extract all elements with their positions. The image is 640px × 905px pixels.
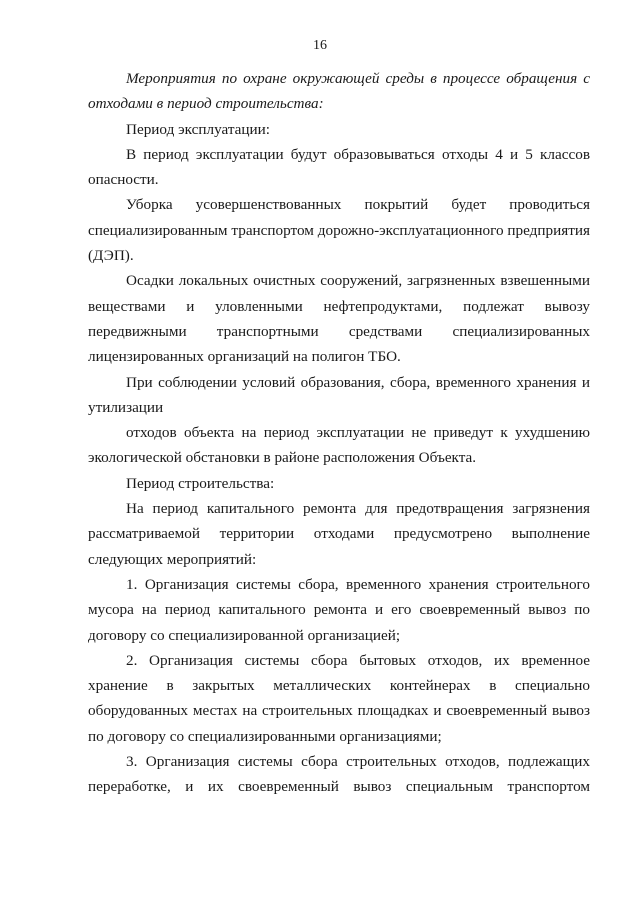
page-number: 16 bbox=[313, 38, 327, 53]
list-item-3: 3. Организация системы сбора строительных отходов, подлежащих переработке, и их своевременный вывоз специальным транспортом bbox=[88, 753, 590, 796]
paragraph-conditions: При соблюдении условий образования, сбора, временного хранения и утилизации bbox=[88, 373, 590, 416]
section-heading: Мероприятия по охране окружающей среды в процессе обращения с отходами в период строительства: bbox=[88, 70, 590, 113]
page-body bbox=[88, 66, 590, 800]
paragraph-measures-intro: На период капитального ремонта для предотвращения загрязнения рассматриваемой территории отходами предусмотрено выполнение следующих мероприятий: bbox=[88, 500, 590, 568]
paragraph-waste-classes: В период эксплуатации будут образовываться отходы 4 и 5 классов опасности. bbox=[88, 145, 590, 189]
paragraph-sediments: Осадки локальных очистных сооружений, загрязненных взвешенными веществами и уловленными нефтепродуктами, подлежат вывозу передвижными транспортными средствами специализированных лицензированных организаций на полигон ТБО. bbox=[88, 272, 590, 366]
paragraph-cleaning: Уборка усовершенствованных покрытий будет проводиться специализированным транспортом дорожно-эксплуатационного предприятия (ДЭП). bbox=[88, 196, 590, 265]
paragraph-operation-period: Период эксплуатации: bbox=[126, 120, 270, 138]
paragraph-construction-period: Период строительства: bbox=[126, 474, 275, 492]
list-item-1: 1. Организация системы сбора, временного хранения строительного мусора на период капитального ремонта и его своевременный вывоз по договору со специализированной организацией; bbox=[88, 575, 590, 644]
list-item-2: 2. Организация системы сбора бытовых отходов, их временное хранение в закрытых металлических контейнерах в специально оборудованных местах на строительных площадках и своевременный вывоз по договору со специализированными организациями; bbox=[88, 651, 590, 745]
paragraph-conditions-continued: отходов объекта на период эксплуатации не приведут к ухудшению экологической обстановки в районе расположения Объекта. bbox=[88, 424, 590, 467]
